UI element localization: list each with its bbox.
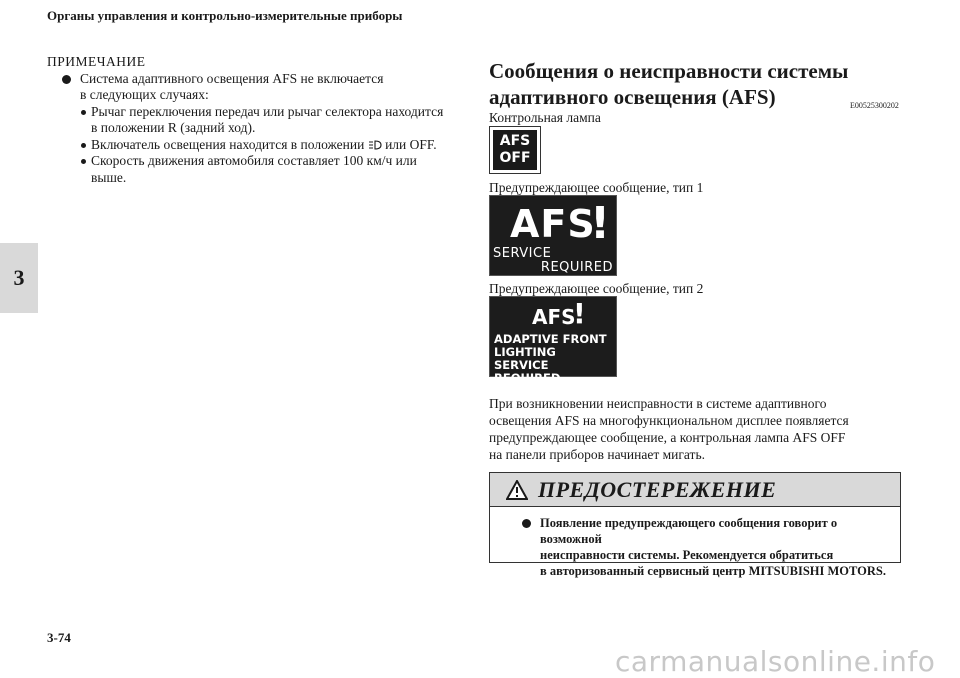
caution-body: [490, 507, 900, 579]
display-lines: [494, 333, 616, 385]
note-sub-item: [47, 153, 467, 170]
section-title-line: Сообщения о неисправности системы: [489, 59, 849, 83]
display-afs-text: AFS: [510, 202, 596, 246]
afs-off-lamp: [489, 126, 541, 174]
caution-line: Появление предупреждающего сообщения говорит о возможной: [540, 516, 838, 546]
note-block: [47, 54, 467, 186]
note-sub-line: выше.: [91, 169, 127, 185]
paragraph-line: освещения AFS на многофункциональном дисплее появляется: [489, 413, 849, 428]
caution-line: неисправности системы. Рекомендуется обратиться: [540, 548, 834, 562]
display-line: SERVICE REQUIRED: [494, 358, 561, 385]
note-sub-line: или OFF.: [385, 136, 437, 152]
sub-bullet-icon: [81, 143, 86, 148]
chapter-number: 3: [13, 265, 25, 290]
message-type1-label: Предупреждающее сообщение, тип 1: [489, 180, 704, 195]
display-line: ADAPTIVE FRONT: [494, 332, 607, 346]
display-line: LIGHTING: [494, 345, 556, 359]
note-sub-item: [47, 104, 467, 121]
note-main-item: [47, 71, 467, 88]
low-beam-headlight-icon: [368, 140, 382, 150]
note-sub-item-cont: [47, 170, 467, 187]
note-main-item-cont: [47, 87, 467, 104]
paragraph-line: предупреждающее сообщение, а контрольная лампа AFS OFF: [489, 430, 846, 445]
note-sub-line: Скорость движения автомобиля составляет 100 км/ч или: [91, 153, 417, 168]
note-main-line: в следующих случаях:: [80, 87, 209, 102]
exclamation-icon: !: [573, 297, 586, 330]
caution-title: ПРЕДОСТЕРЕЖЕНИЕ: [538, 476, 777, 502]
note-sub-line: в положении R (задний ход).: [91, 120, 256, 135]
caution-box: [489, 472, 901, 578]
watermark: carmanualsonline.info: [615, 645, 936, 678]
page-header-title: Органы управления и контрольно-измерительные приборы: [47, 8, 403, 23]
sub-bullet-icon: [81, 159, 86, 164]
bullet-icon: [522, 519, 531, 528]
note-sub-line: Рычаг переключения передач или рычаг селектора находится: [91, 103, 444, 119]
note-sub-item-cont: [47, 120, 467, 137]
warning-triangle-icon: [506, 480, 528, 500]
warning-display-type1: [489, 195, 617, 276]
lamp-text: AFS: [499, 133, 531, 149]
sub-bullet-icon: [81, 110, 86, 115]
message-type2-label: Предупреждающее сообщение, тип 2: [489, 281, 704, 296]
display-line: REQUIRED: [540, 260, 613, 275]
note-main-line: Система адаптивного освещения AFS не включается: [80, 70, 384, 86]
note-title: ПРИМЕЧАНИЕ: [47, 54, 146, 69]
note-sub-item: [47, 137, 467, 154]
note-sub-line: Включатель освещения находится в положении: [91, 136, 365, 152]
paragraph-line: При возникновении неисправности в системе адаптивного: [489, 396, 827, 411]
warning-display-type2: [489, 296, 617, 385]
display-line: SERVICE: [493, 246, 552, 261]
caution-line: в авторизованный сервисный центр MITSUBISHI MOTORS.: [540, 564, 886, 578]
document-code: E00525300202: [850, 101, 899, 110]
afs-off-lamp-face: [493, 130, 537, 170]
caution-header: [490, 473, 900, 507]
page-number: 3-74: [47, 630, 71, 645]
description-paragraph: [489, 395, 909, 463]
lamp-label: Контрольная лампа: [489, 110, 601, 125]
display-afs-text: AFS: [532, 305, 576, 329]
bullet-icon: [62, 75, 71, 84]
section-title: [489, 58, 909, 110]
exclamation-icon: !: [590, 198, 611, 249]
paragraph-line: на панели приборов начинает мигать.: [489, 447, 705, 462]
chapter-tab: [0, 243, 38, 313]
lamp-text: OFF: [499, 150, 531, 166]
section-title-line: адаптивного освещения (AFS): [489, 85, 776, 109]
